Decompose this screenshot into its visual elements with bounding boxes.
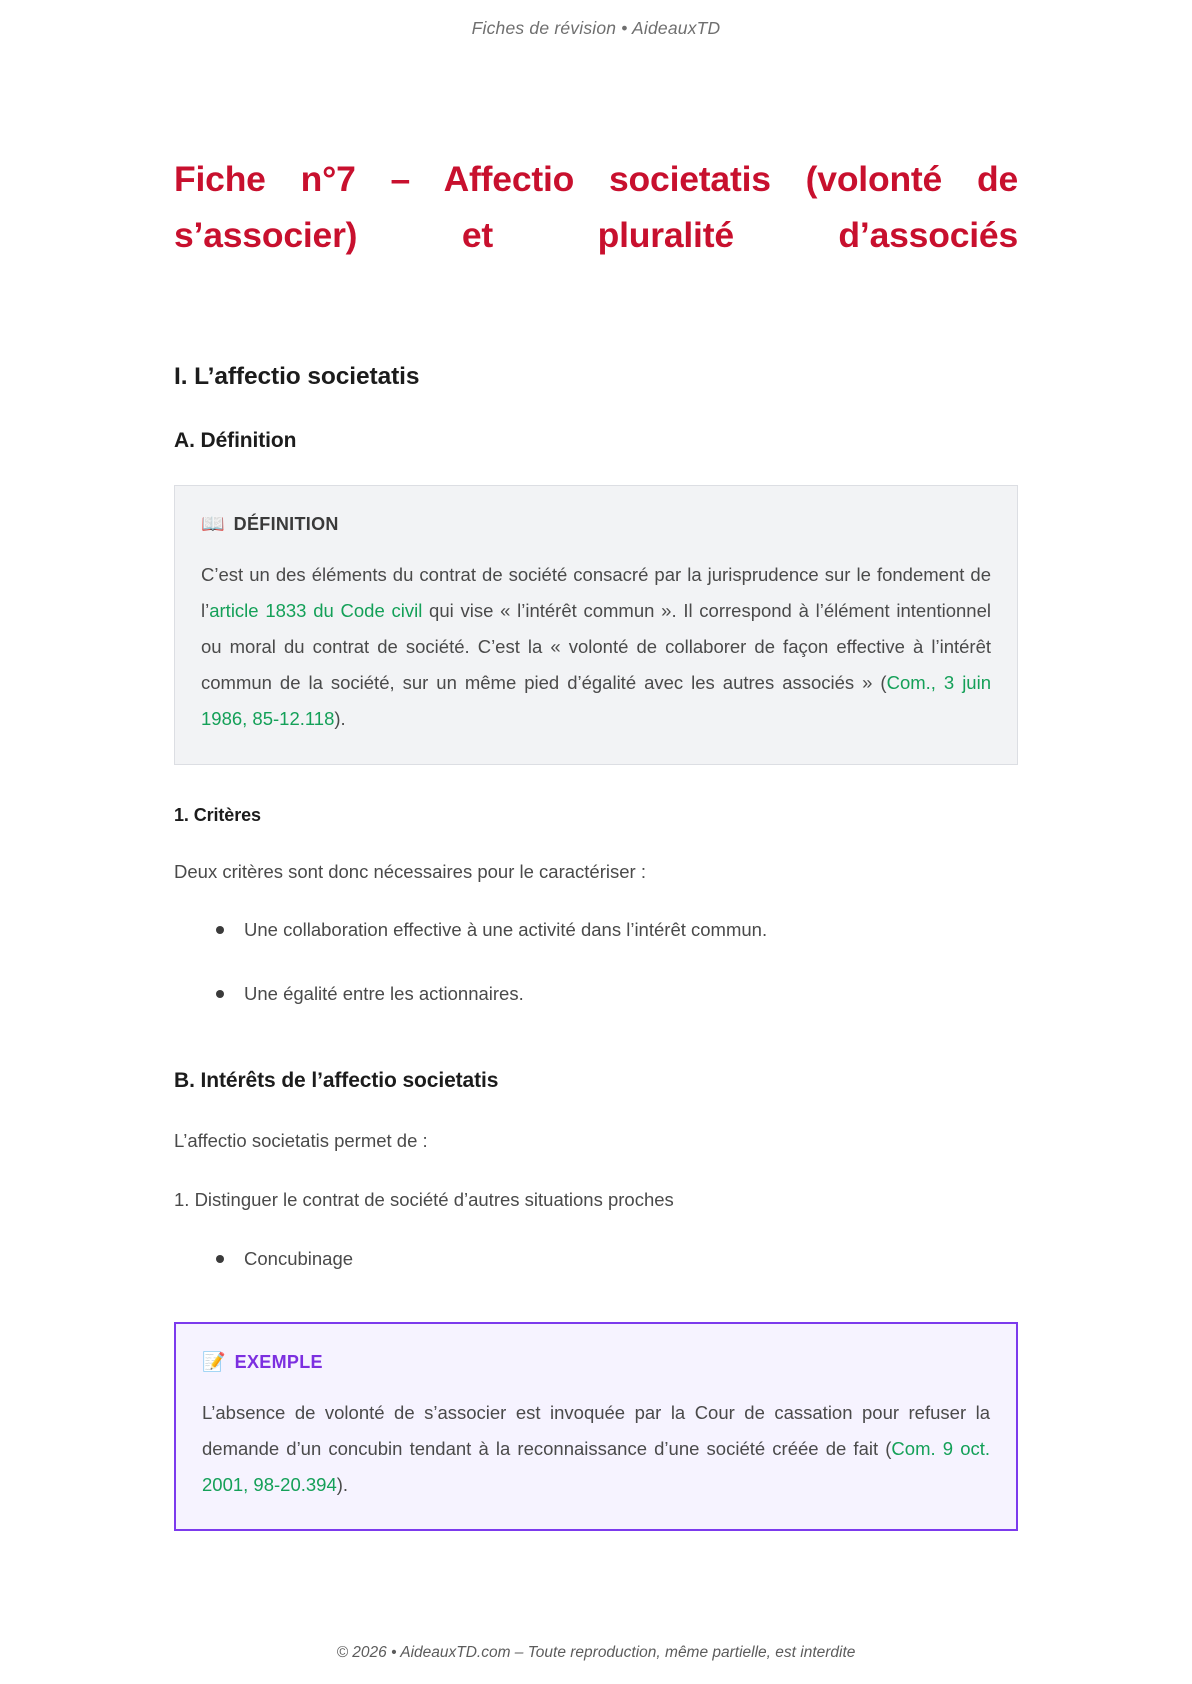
example-text-2: ). xyxy=(336,1473,349,1495)
legal-reference-com-2001: Com. 9 oct. 2001, 98-20.394 xyxy=(202,1437,991,1495)
subsection-heading-a: A. Définition xyxy=(174,429,297,453)
example-text-1: L’absence de volonté de s’associer est invoquée par la Cour de cassation pour refuser la demande d’un concubin tendant à la reconnaissance d’une société créée de fait ( xyxy=(202,1401,990,1459)
definition-callout xyxy=(174,485,1018,764)
definition-callout-label: DÉFINITION xyxy=(233,514,339,535)
definition-text-1: C’est un des éléments du contrat de société consacré par la jurisprudence sur le fondement de l’ xyxy=(201,564,991,622)
running-header: Fiches de révision • AideauxTD xyxy=(471,18,721,38)
example-callout-label: EXEMPLE xyxy=(234,1351,323,1372)
numbered-point-one: 1. Distinguer le contrat de société d’autres situations proches xyxy=(174,1189,674,1211)
subsection-heading-criteres: 1. Critères xyxy=(174,804,261,825)
definition-text-3: ). xyxy=(334,708,346,730)
example-callout-body xyxy=(202,1395,990,1503)
subsection-heading-b: B. Intérêts de l’affectio societatis xyxy=(174,1068,499,1092)
document-content xyxy=(174,39,1018,1614)
criteria-list xyxy=(174,915,1018,1008)
interets-intro-text: L’affectio societatis permet de : xyxy=(174,1129,428,1151)
example-callout xyxy=(174,1322,1018,1531)
definition-callout-header xyxy=(201,514,991,535)
open-book-icon: 📖 xyxy=(201,514,225,536)
list-item: Une collaboration effective à une activité dans l’intérêt commun. xyxy=(174,915,1018,945)
situations-list xyxy=(174,1244,1018,1274)
list-item: Une égalité entre les actionnaires. xyxy=(174,979,1018,1009)
list-item: Concubinage xyxy=(174,1244,1018,1274)
memo-icon: 📝 xyxy=(202,1351,226,1373)
page-title: Fiche n°7 – Affectio societatis (volonté de s’associer) et pluralité d’associés xyxy=(174,159,1018,256)
section-heading-part-one: I. L’affectio societatis xyxy=(174,363,420,391)
example-callout-header xyxy=(202,1352,990,1373)
definition-text-2: qui vise « l’intérêt commun ». Il correspond à l’élément intentionnel ou moral du contrat de société. C’est la « volonté de collaborer de façon effective à l’intérêt commun de la société, sur un même pied d’égalité avec les autres associés » ( xyxy=(201,600,991,694)
running-footer: © 2026 • AideauxTD.com – Toute reproduction, même partielle, est interdite xyxy=(336,1644,856,1661)
criteria-intro-text: Deux critères sont donc nécessaires pour le caractériser : xyxy=(174,860,646,882)
legal-reference-com-1986: Com., 3 juin 1986, 85-12.118 xyxy=(201,672,991,730)
definition-callout-body xyxy=(201,557,991,737)
legal-reference-article-1833: article 1833 du Code civil xyxy=(209,600,423,622)
